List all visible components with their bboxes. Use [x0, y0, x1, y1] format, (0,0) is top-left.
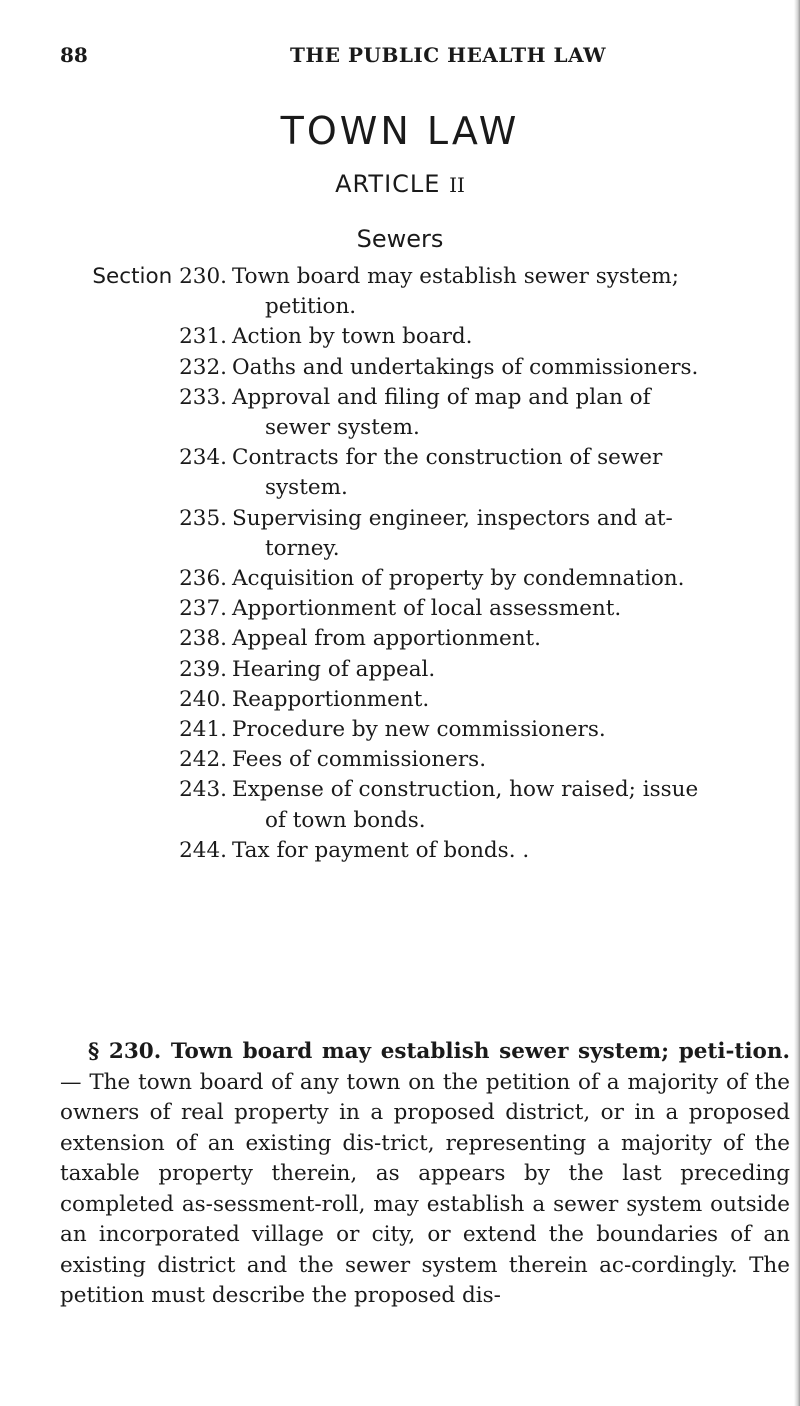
toc-title-line: Supervising engineer, inspectors and at- — [232, 505, 673, 531]
toc-section-number — [179, 685, 227, 715]
toc-title-line: Tax for payment of bonds. . — [232, 837, 530, 863]
toc-title-line: Reapportionment. — [232, 686, 430, 712]
toc-section-title — [232, 383, 792, 443]
toc-number: 236. — [179, 566, 227, 592]
toc-entry — [60, 715, 792, 745]
toc-entry — [60, 594, 792, 624]
toc-number: 243. — [179, 777, 227, 803]
toc-title-line: Procedure by new commissioners. — [232, 717, 606, 743]
article-label: ARTICLE — [335, 170, 441, 198]
toc-section-number — [92, 262, 227, 292]
toc-title-continuation: system. — [265, 475, 348, 501]
toc-title-line: Apportionment of local assessment. — [232, 596, 622, 622]
toc-number: 241. — [179, 717, 227, 743]
toc-section-number — [179, 745, 227, 775]
toc-entry — [60, 745, 792, 775]
toc-section-number — [179, 504, 227, 534]
toc-number: 240. — [179, 686, 227, 712]
toc-title-continuation: torney. — [265, 535, 340, 561]
toc-section-title — [232, 262, 792, 322]
toc-entry — [60, 262, 792, 322]
toc-entry — [60, 322, 792, 352]
toc-number: 244. — [179, 837, 227, 863]
toc-section-title — [232, 836, 792, 866]
toc-section-title — [232, 655, 792, 685]
toc-number: 231. — [179, 324, 227, 350]
running-title: THE PUBLIC HEALTH LAW — [290, 43, 607, 67]
toc-title-line: Town board may establish sewer system; — [232, 264, 679, 289]
toc-entry — [60, 624, 792, 654]
toc-number: 238. — [179, 626, 227, 652]
toc-section-number — [179, 836, 227, 866]
toc-title-line: Fees of commissioners. — [232, 747, 487, 773]
toc-section-title — [232, 504, 792, 564]
toc-number: 242. — [179, 747, 227, 773]
toc-number: 234. — [179, 445, 227, 471]
toc-entry — [60, 443, 792, 503]
toc-title-line: Expense of construction, how raised; issue — [232, 777, 699, 803]
toc-title-line: Action by town board. — [232, 324, 473, 350]
toc-section-title — [232, 775, 792, 835]
toc-title-line: Approval and filing of map and plan of — [232, 384, 651, 410]
toc-title-line: Oaths and undertakings of commissioners. — [232, 354, 699, 380]
toc-entry — [60, 655, 792, 685]
toc-number: 237. — [179, 596, 227, 622]
toc-section-title — [232, 322, 792, 352]
page-number: 88 — [60, 43, 88, 67]
toc-section-number — [179, 594, 227, 624]
article-subtitle: Sewers — [356, 225, 444, 253]
toc-section-title — [232, 443, 792, 503]
toc-number: 239. — [179, 656, 227, 682]
toc-number: 233. — [179, 384, 227, 410]
article-number: II — [449, 173, 465, 197]
toc-number: 235. — [179, 505, 227, 531]
toc-title-continuation: sewer system. — [265, 415, 420, 441]
toc-section-title — [232, 715, 792, 745]
article-heading — [0, 168, 800, 201]
toc-section-number — [179, 322, 227, 352]
toc-number: 232. — [179, 354, 227, 380]
toc-section-number — [179, 564, 227, 594]
toc-section-number — [179, 715, 227, 745]
toc-entry — [60, 564, 792, 594]
toc-section-title — [232, 353, 792, 383]
toc-entry — [60, 775, 792, 835]
section-body: — The town board of any town on the petition of a majority of the owners of real property in a proposed district, or in a proposed extension of an existing dis-trict, representing a majority of the taxable property therein, as appears by the last preceding completed as-sessment-roll, may establish a sewer system outside an incorporated village or city, or extend the boundaries of an existing district and the sewer system therein ac-cordingly. The petition must describe the proposed dis- — [60, 1069, 790, 1308]
toc-section-number — [179, 655, 227, 685]
toc-title-line: Hearing of appeal. — [232, 656, 436, 682]
section-word: Section — [92, 264, 173, 289]
section-heading: § 230. Town board may establish sewer system; peti-tion. — [88, 1039, 790, 1064]
toc-number: 230. — [179, 264, 227, 289]
toc-section-title — [232, 624, 792, 654]
toc-title-continuation: of town bonds. — [265, 807, 426, 833]
page-edge — [794, 0, 800, 1406]
toc-section-number — [179, 775, 227, 805]
toc-entry — [60, 353, 792, 383]
toc-section-title — [232, 564, 792, 594]
toc-section-number — [179, 624, 227, 654]
toc-title-line: Appeal from apportionment. — [232, 626, 542, 652]
section-230-text — [60, 1037, 790, 1312]
toc-section-number — [179, 443, 227, 473]
toc-section-title — [232, 745, 792, 775]
toc-section-number — [179, 383, 227, 413]
section-contents-list — [60, 262, 792, 866]
running-head — [60, 38, 780, 72]
toc-entry — [60, 383, 792, 443]
toc-title-line: Acquisition of property by condemnation. — [232, 566, 685, 592]
chapter-title: TOWN LAW — [280, 109, 520, 153]
toc-entry — [60, 685, 792, 715]
toc-title-continuation: petition. — [265, 294, 357, 320]
toc-entry — [60, 836, 792, 866]
toc-title-line: Contracts for the construction of sewer — [232, 445, 663, 471]
toc-section-title — [232, 594, 792, 624]
toc-section-title — [232, 685, 792, 715]
toc-section-number — [179, 353, 227, 383]
toc-entry — [60, 504, 792, 564]
